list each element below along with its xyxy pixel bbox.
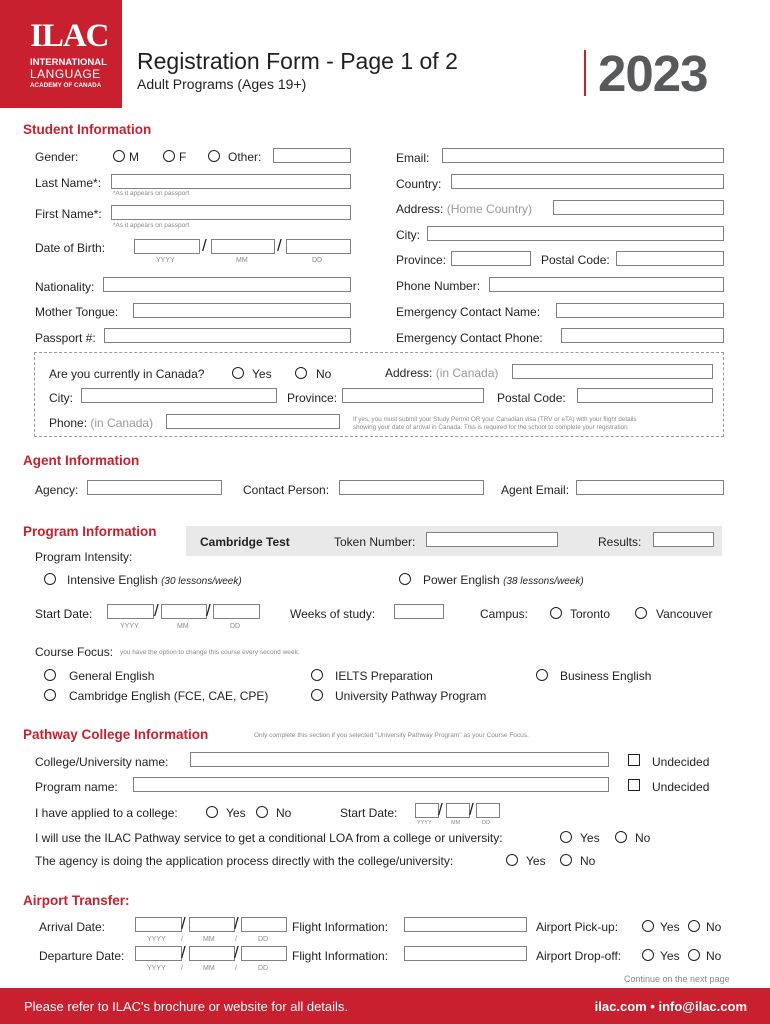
departure-day-input[interactable] xyxy=(241,946,287,961)
agency-direct-no-label: No xyxy=(580,854,596,868)
toronto-label: Toronto xyxy=(570,607,611,621)
footer-contact: ilac.com • info@ilac.com xyxy=(594,999,747,1014)
canada-postal-input[interactable] xyxy=(577,388,713,403)
address-label xyxy=(396,202,532,216)
last-name-label: Last Name*: xyxy=(35,176,102,190)
applied-yes-radio[interactable] xyxy=(206,806,218,818)
emergency-phone-input[interactable] xyxy=(561,328,724,343)
token-number-label: Token Number: xyxy=(334,535,416,549)
loa-no-label: No xyxy=(635,831,651,845)
emergency-name-input[interactable] xyxy=(556,303,724,318)
postal-code-input[interactable] xyxy=(616,251,724,266)
canada-phone-label xyxy=(49,416,153,430)
address-label-text: Address: xyxy=(396,202,444,216)
dob-year-hint: YYYY xyxy=(156,257,175,264)
token-number-input[interactable] xyxy=(426,532,558,547)
arrival-flight-label: Flight Information: xyxy=(292,920,389,934)
arrival-year-input[interactable] xyxy=(135,917,182,932)
arrival-slash-1: / xyxy=(181,914,186,933)
country-label: Country: xyxy=(396,177,442,191)
loa-no-radio[interactable] xyxy=(615,831,627,843)
departure-date-label: Departure Date: xyxy=(39,949,125,963)
dropoff-yes-radio[interactable] xyxy=(642,949,654,961)
canada-address-input[interactable] xyxy=(512,364,713,379)
pathway-day-hint: DD xyxy=(482,820,490,826)
nationality-label: Nationality: xyxy=(35,280,95,294)
start-day-input[interactable] xyxy=(213,604,260,619)
college-name-label: College/University name: xyxy=(35,755,169,769)
agent-email-input[interactable] xyxy=(576,480,724,495)
dropoff-label: Airport Drop-off: xyxy=(536,949,622,963)
program-name-input[interactable] xyxy=(133,777,609,792)
canada-province-label: Province: xyxy=(287,391,338,405)
intensive-english-note: (30 lessons/week) xyxy=(161,576,242,587)
canada-postal-label: Postal Code: xyxy=(497,391,566,405)
loa-yes-label: Yes xyxy=(580,831,600,845)
start-month-hint: MM xyxy=(177,623,189,630)
arrival-year-hint: YYYY xyxy=(147,936,166,943)
toronto-radio[interactable] xyxy=(550,607,562,619)
departure-year-hint: YYYY xyxy=(147,965,166,972)
power-english-text: Power English xyxy=(423,573,500,587)
applied-no-label: No xyxy=(276,806,292,820)
canada-address-hint: (in Canada) xyxy=(435,366,499,380)
university-pathway-radio[interactable] xyxy=(311,689,323,701)
departure-month-hint: MM xyxy=(203,965,215,972)
email-input[interactable] xyxy=(442,148,724,163)
gender-other-input[interactable] xyxy=(273,148,351,163)
college-name-input[interactable] xyxy=(190,752,609,767)
arrival-day-input[interactable] xyxy=(241,917,287,932)
canada-note-line-2: showing your date of arrival in Canada. This is required for the school to complete your registration xyxy=(353,424,628,431)
departure-day-hint: DD xyxy=(258,965,269,972)
in-canada-no-radio[interactable] xyxy=(295,367,307,379)
dob-month-input[interactable] xyxy=(211,239,275,254)
province-input[interactable] xyxy=(451,251,531,266)
pathway-start-day-input[interactable] xyxy=(476,803,500,818)
pathway-start-year-input[interactable] xyxy=(415,803,439,818)
arrival-month-input[interactable] xyxy=(189,917,235,932)
start-year-input[interactable] xyxy=(107,604,154,619)
arrival-sep-hint-2: / xyxy=(235,936,237,943)
student-info-heading: Student Information xyxy=(23,122,152,137)
pathway-year-hint: YYYY xyxy=(417,820,432,826)
canada-phone-text: Phone: xyxy=(49,416,88,430)
pathway-heading: Pathway College Information xyxy=(23,727,209,742)
intensive-english-text: Intensive English xyxy=(67,573,158,587)
logo-wordmark: ILAC xyxy=(30,18,109,54)
pathway-start-month-input[interactable] xyxy=(446,803,470,818)
page-subtitle: Adult Programs (Ages 19+) xyxy=(137,76,307,92)
mother-tongue-label: Mother Tongue: xyxy=(35,305,119,319)
ielts-radio[interactable] xyxy=(311,669,323,681)
arrival-month-hint: MM xyxy=(203,936,215,943)
departure-slash-2: / xyxy=(234,943,239,962)
last-name-input[interactable] xyxy=(111,174,351,189)
cambridge-test-label: Cambridge Test xyxy=(200,535,290,549)
dob-day-hint: DD xyxy=(312,257,323,264)
address-input[interactable] xyxy=(553,200,724,215)
cambridge-english-label: Cambridge English (FCE, CAE, CPE) xyxy=(69,689,269,703)
arrival-slash-2: / xyxy=(234,914,239,933)
pickup-yes-label: Yes xyxy=(660,920,680,934)
pickup-no-radio[interactable] xyxy=(688,920,700,932)
canada-address-text: Address: xyxy=(385,366,433,380)
contact-person-label: Contact Person: xyxy=(243,483,330,497)
canada-city-label: City: xyxy=(49,391,73,405)
canada-province-input[interactable] xyxy=(342,388,484,403)
contact-person-input[interactable] xyxy=(339,480,484,495)
emergency-name-label: Emergency Contact Name: xyxy=(396,305,541,319)
agency-direct-yes-label: Yes xyxy=(526,854,546,868)
country-input[interactable] xyxy=(451,174,724,189)
campus-label: Campus: xyxy=(480,607,529,621)
in-canada-yes-radio[interactable] xyxy=(232,367,244,379)
loa-yes-radio[interactable] xyxy=(560,831,572,843)
dob-slash-2: / xyxy=(277,236,282,255)
start-slash-2: / xyxy=(206,601,211,620)
address-home-hint: (Home Country) xyxy=(446,202,533,216)
first-name-input[interactable] xyxy=(111,205,351,220)
canada-note-line-1: If yes, you must submit your Study Permit OR your Canadian visa (TRV or eTA) with your flight details xyxy=(353,416,637,423)
dropoff-no-radio[interactable] xyxy=(688,949,700,961)
departure-flight-input[interactable] xyxy=(404,946,527,961)
start-day-hint: DD xyxy=(230,623,241,630)
ielts-label: IELTS Preparation xyxy=(335,669,433,683)
arrival-date-label: Arrival Date: xyxy=(39,920,106,934)
dob-day-input[interactable] xyxy=(286,239,351,254)
gender-label: Gender: xyxy=(35,150,79,164)
program-undecided-checkbox[interactable] xyxy=(628,779,640,791)
gender-m-label: M xyxy=(129,150,139,164)
dob-year-input[interactable] xyxy=(134,239,200,254)
program-name-label: Program name: xyxy=(35,780,118,794)
gender-other-radio[interactable] xyxy=(208,150,220,162)
pathway-start-slash-2: / xyxy=(469,800,474,819)
program-undecided-label: Undecided xyxy=(652,780,710,794)
in-canada-no-label: No xyxy=(316,367,332,381)
first-name-label: First Name*: xyxy=(35,207,102,221)
university-pathway-label: University Pathway Program xyxy=(335,689,487,703)
start-date-label: Start Date: xyxy=(35,607,93,621)
pathway-note: Only complete this section if you selected "University Pathway Program" as your Course Focus. xyxy=(254,732,529,739)
college-undecided-checkbox[interactable] xyxy=(628,754,640,766)
dob-slash-1: / xyxy=(202,236,207,255)
canada-phone-input[interactable] xyxy=(166,414,340,429)
agent-info-heading: Agent Information xyxy=(23,453,140,468)
loa-question-label: I will use the ILAC Pathway service to get a conditional LOA from a college or university: xyxy=(35,831,503,845)
logo-line-3: ACADEMY OF CANADA xyxy=(30,82,102,89)
in-canada-yes-label: Yes xyxy=(252,367,272,381)
power-english-radio[interactable] xyxy=(399,573,411,585)
canada-city-input[interactable] xyxy=(81,388,277,403)
college-undecided-label: Undecided xyxy=(652,755,710,769)
city-input[interactable] xyxy=(427,226,724,241)
footer-bar xyxy=(0,988,770,1024)
province-label: Province: xyxy=(396,253,447,267)
dropoff-no-label: No xyxy=(706,949,722,963)
email-label: Email: xyxy=(396,151,430,165)
power-english-note: (38 lessons/week) xyxy=(503,576,584,587)
departure-sep-hint-2: / xyxy=(235,965,237,972)
continue-note: Continue on the next page xyxy=(624,974,730,984)
agency-input[interactable] xyxy=(87,480,222,495)
gender-f-radio[interactable] xyxy=(163,150,175,162)
airport-heading: Airport Transfer: xyxy=(23,893,130,908)
city-label: City: xyxy=(396,228,420,242)
agency-direct-no-radio[interactable] xyxy=(560,854,572,866)
agency-direct-label: The agency is doing the application process directly with the college/university: xyxy=(35,854,454,868)
page-title: Registration Form - Page 1 of 2 xyxy=(137,48,458,74)
general-english-label: General English xyxy=(69,669,155,683)
gender-f-label: F xyxy=(179,150,187,164)
pathway-month-hint: MM xyxy=(451,820,461,826)
general-english-radio[interactable] xyxy=(44,669,56,681)
gender-m-radio[interactable] xyxy=(113,150,125,162)
departure-flight-label: Flight Information: xyxy=(292,949,389,963)
vancouver-label: Vancouver xyxy=(656,607,713,621)
weeks-of-study-input[interactable] xyxy=(394,604,444,619)
nationality-input[interactable] xyxy=(103,277,351,292)
pickup-yes-radio[interactable] xyxy=(642,920,654,932)
footer-disclaimer: Please refer to ILAC's brochure or website for all details. xyxy=(24,999,349,1014)
passport-input[interactable] xyxy=(104,328,351,343)
ilac-logo xyxy=(0,0,122,108)
in-canada-question: Are you currently in Canada? xyxy=(49,367,205,381)
applied-yes-label: Yes xyxy=(226,806,246,820)
weeks-of-study-label: Weeks of study: xyxy=(290,607,376,621)
emergency-phone-label: Emergency Contact Phone: xyxy=(396,331,543,345)
phone-input[interactable] xyxy=(489,277,724,292)
start-slash-1: / xyxy=(154,601,159,620)
start-month-input[interactable] xyxy=(161,604,207,619)
program-info-heading: Program Information xyxy=(23,524,157,539)
year-divider xyxy=(584,50,586,96)
intensive-english-label xyxy=(67,573,242,587)
agent-email-label: Agent Email: xyxy=(501,483,570,497)
business-english-label: Business English xyxy=(560,669,652,683)
departure-year-input[interactable] xyxy=(135,946,182,961)
pickup-label: Airport Pick-up: xyxy=(536,920,619,934)
dob-label: Date of Birth: xyxy=(35,241,106,255)
phone-label: Phone Number: xyxy=(396,279,481,293)
passport-label: Passport #: xyxy=(35,331,96,345)
pathway-start-date-label: Start Date: xyxy=(340,806,398,820)
dob-month-hint: MM xyxy=(236,257,248,264)
power-english-label xyxy=(423,573,584,587)
arrival-sep-hint-1: / xyxy=(181,936,183,943)
arrival-flight-input[interactable] xyxy=(404,917,527,932)
start-year-hint: YYYY xyxy=(120,623,139,630)
canada-phone-hint: (in Canada) xyxy=(90,416,154,430)
dropoff-yes-label: Yes xyxy=(660,949,680,963)
intensive-english-radio[interactable] xyxy=(44,573,56,585)
departure-sep-hint-1: / xyxy=(181,965,183,972)
logo-line-1: INTERNATIONAL xyxy=(30,57,107,68)
business-english-radio[interactable] xyxy=(536,669,548,681)
course-focus-label: Course Focus: xyxy=(35,645,114,659)
arrival-day-hint: DD xyxy=(258,936,269,943)
form-year: 2023 xyxy=(598,45,708,102)
first-name-hint: *As it appears on passport xyxy=(113,222,190,229)
program-intensity-label: Program Intensity: xyxy=(35,550,133,564)
canada-address-label xyxy=(385,366,498,380)
departure-slash-1: / xyxy=(181,943,186,962)
agency-direct-yes-radio[interactable] xyxy=(506,854,518,866)
pickup-no-label: No xyxy=(706,920,722,934)
departure-month-input[interactable] xyxy=(189,946,235,961)
gender-other-label: Other: xyxy=(228,150,262,164)
results-input[interactable] xyxy=(653,532,714,547)
cambridge-english-radio[interactable] xyxy=(44,689,56,701)
pathway-start-slash-1: / xyxy=(438,800,443,819)
course-focus-note: you have the option to change this course every second week. xyxy=(120,649,300,656)
applied-college-label: I have applied to a college: xyxy=(35,806,178,820)
mother-tongue-input[interactable] xyxy=(133,303,351,318)
agency-label: Agency: xyxy=(35,483,79,497)
logo-line-2: LANGUAGE xyxy=(30,67,101,81)
last-name-hint: *As it appears on passport xyxy=(113,190,190,197)
applied-no-radio[interactable] xyxy=(256,806,268,818)
postal-code-label: Postal Code: xyxy=(541,253,610,267)
results-label: Results: xyxy=(598,535,642,549)
vancouver-radio[interactable] xyxy=(635,607,647,619)
